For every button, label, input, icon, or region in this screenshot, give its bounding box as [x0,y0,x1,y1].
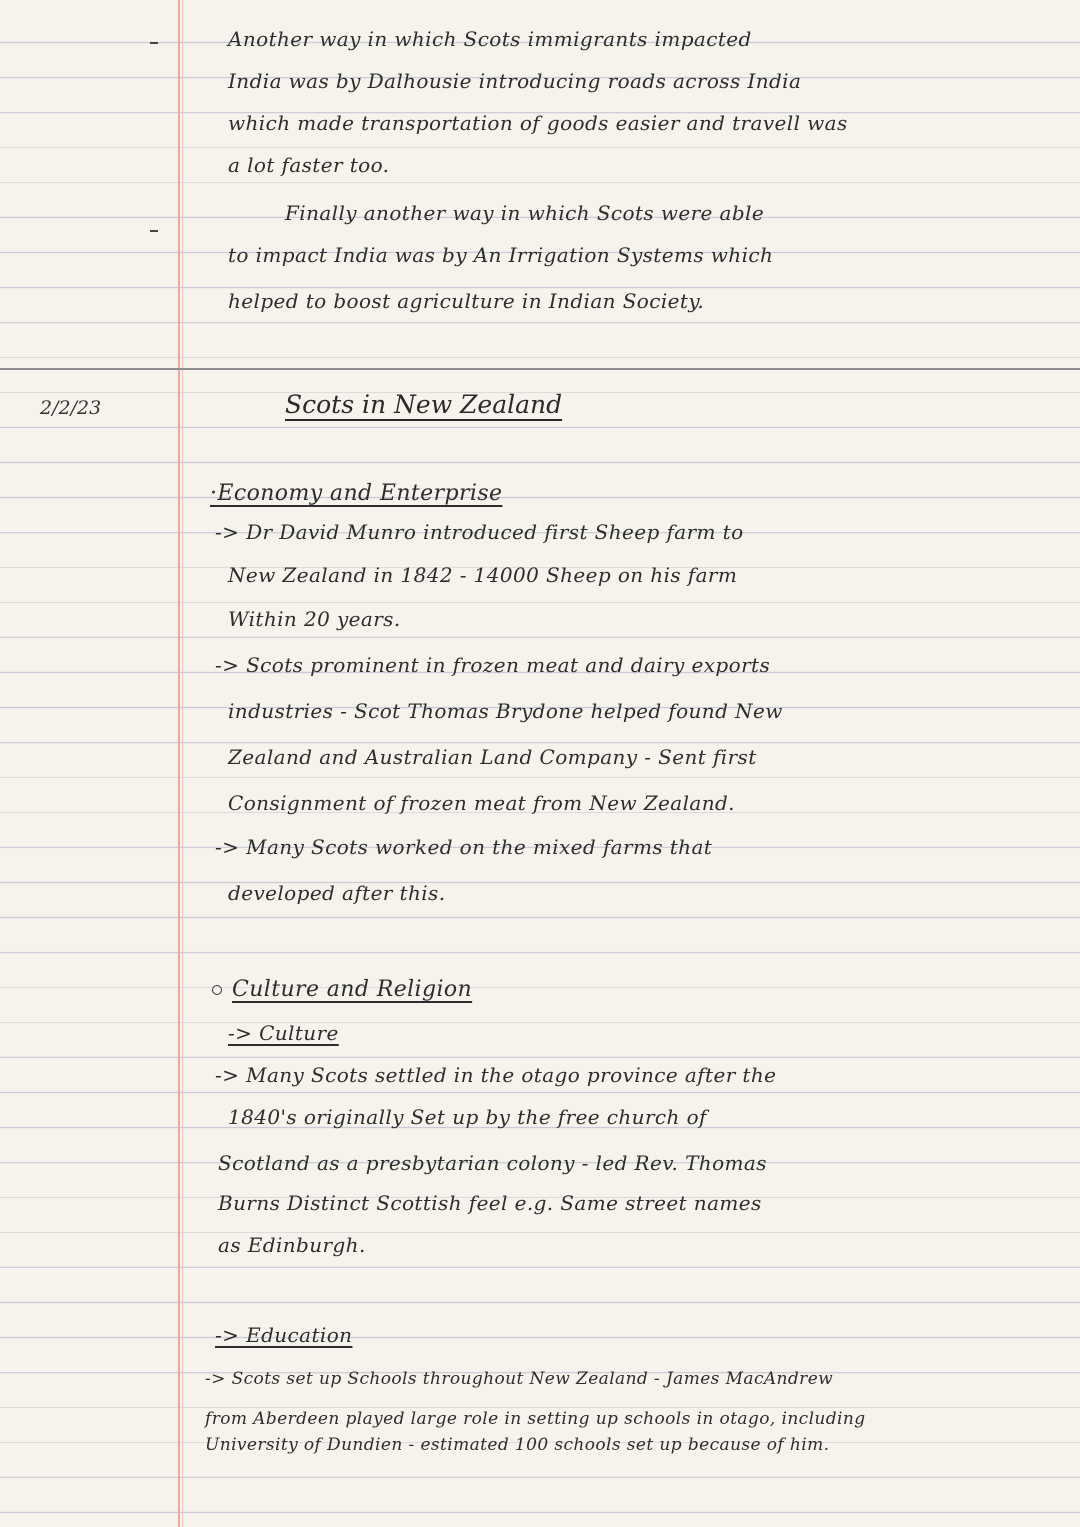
economy-line-9: developed after this. [228,881,446,905]
culture-line-5: as Edinburgh. [218,1233,366,1257]
bullet-icon: · [210,481,218,506]
culture-line-3: Scotland as a presbytarian colony - led Rev. Thomas [218,1151,767,1175]
economy-line-4: -> Scots prominent in frozen meat and dairy exports [215,653,771,677]
india-p2-line-2: to impact India was by An Irrigation Systems which [228,243,774,267]
economy-heading-text: Economy and Enterprise [217,481,503,506]
economy-line-5: industries - Scot Thomas Brydone helped found New [228,699,783,723]
india-p1-line-4: a lot faster too. [228,153,390,177]
entry-date: 2/2/23 [40,397,102,419]
culture-heading [212,972,472,1007]
margin-line-inner [182,0,183,1527]
education-line-2: from Aberdeen played large role in setting up schools in otago, including [205,1409,866,1429]
economy-line-3: Within 20 years. [228,607,401,631]
india-p1-line-1: Another way in which Scots immigrants impacted [228,27,752,51]
culture-subheading: -> Culture [228,1021,339,1045]
margin-tick [150,230,158,232]
margin-tick [150,42,158,44]
margin-line [178,0,180,1527]
culture-line-2: 1840's originally Set up by the free church of [228,1105,707,1129]
culture-line-4: Burns Distinct Scottish feel e.g. Same street names [218,1191,762,1215]
education-line-3: University of Dundien - estimated 100 schools set up because of him. [205,1435,830,1455]
economy-line-6: Zealand and Australian Land Company - Sent first [228,745,757,769]
education-line-1: -> Scots set up Schools throughout New Zealand - James MacAndrew [205,1369,834,1389]
economy-line-8: -> Many Scots worked on the mixed farms that [215,835,713,859]
bullet-circle-icon [212,985,222,995]
culture-line-1: -> Many Scots settled in the otago province after the [215,1063,777,1087]
india-p1-line-2: India was by Dalhousie introducing roads across India [228,69,802,93]
page-title: Scots in New Zealand [285,390,563,419]
culture-heading-text: Culture and Religion [232,977,473,1002]
economy-heading [210,476,502,511]
india-p1-line-3: which made transportation of goods easier and travell was [228,111,848,135]
india-p2-line-1: Finally another way in which Scots were able [285,201,765,225]
education-heading: -> Education [215,1323,353,1347]
economy-line-7: Consignment of frozen meat from New Zealand. [228,791,735,815]
economy-line-2: New Zealand in 1842 - 14000 Sheep on his farm [228,563,738,587]
economy-line-1: -> Dr David Munro introduced first Sheep farm to [215,520,744,544]
india-p2-line-3: helped to boost agriculture in Indian Society. [228,289,705,313]
section-divider [0,368,1080,370]
